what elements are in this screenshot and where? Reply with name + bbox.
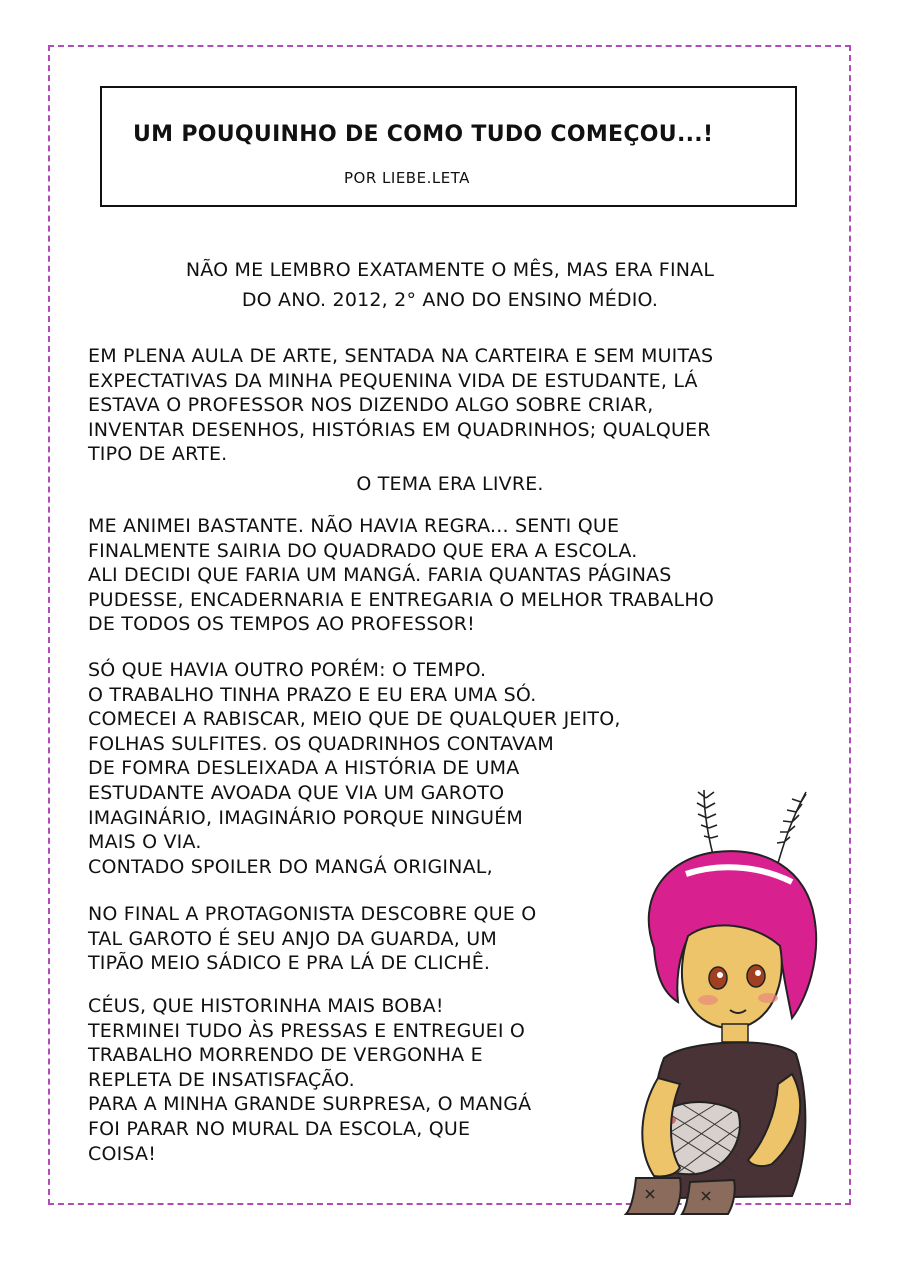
text-line: SÓ QUE HAVIA OUTRO PORÉM: O TEMPO. <box>88 659 487 681</box>
boot-left <box>626 1178 681 1214</box>
page-title: UM POUQUINHO DE COMO TUDO COMEÇOU...! <box>133 122 714 147</box>
text-line: TAL GAROTO É SEU ANJO DA GUARDA, UM <box>88 927 497 950</box>
boot-right <box>682 1180 735 1214</box>
text-line: COMECEI A RABISCAR, MEIO QUE DE QUALQUER JEITO, <box>88 708 621 731</box>
face <box>682 925 782 1028</box>
text-line: DO ANO. 2012, 2° ANO DO ENSINO MÉDIO. <box>241 288 659 311</box>
text-line: TIPO DE ARTE. <box>88 443 228 466</box>
text-line: FOLHAS SULFITES. OS QUADRINHOS CONTAVAM <box>88 732 554 755</box>
text-line: TIPÃO MEIO SÁDICO E PRA LÁ DE CLICHÊ. <box>88 952 491 975</box>
text-line: PUDESSE, ENCADERNARIA E ENTREGARIA O MELHOR TRABALHO <box>88 588 714 611</box>
text-line: FINALMENTE SAIRIA DO QUADRADO QUE ERA A ESCOLA. <box>88 539 638 562</box>
text-line: DE FOMRA DESLEIXADA A HISTÓRIA DE UMA <box>88 757 520 780</box>
text-line: FOI PARAR NO MURAL DA ESCOLA, QUE <box>88 1117 471 1140</box>
text-line: TERMINEI TUDO ÀS PRESSAS E ENTREGUEI O <box>88 1019 526 1042</box>
girl-illustration <box>596 778 836 1218</box>
text-line: TRABALHO MORRENDO DE VERGONHA E <box>88 1044 483 1067</box>
text-line: NO FINAL A PROTAGONISTA DESCOBRE QUE O <box>88 903 537 925</box>
paragraph-2 <box>88 514 714 637</box>
text-line: CÉUS, QUE HISTORINHA MAIS BOBA! <box>88 995 444 1017</box>
text-line: ESTUDANTE AVOADA QUE VIA UM GAROTO <box>88 781 505 804</box>
text-line: NÃO ME LEMBRO EXATAMENTE O MÊS, MAS ERA FINAL <box>185 259 715 281</box>
text-line: REPLETA DE INSATISFAÇÃO. <box>88 1068 355 1091</box>
text-line: EM PLENA AULA DE ARTE, SENTADA NA CARTEIRA E SEM MUITAS <box>88 345 714 367</box>
text-line: PARA A MINHA GRANDE SURPRESA, O MANGÁ <box>88 1093 532 1116</box>
text-line: O TRABALHO TINHA PRAZO E EU ERA UMA SÓ. <box>88 683 537 706</box>
text-line: ALI DECIDI QUE FARIA UM MANGÁ. FARIA QUANTAS PÁGINAS <box>88 564 672 587</box>
text-line: ESTAVA O PROFESSOR NOS DIZENDO ALGO SOBRE CRIAR, <box>88 394 654 417</box>
paragraph-1 <box>88 344 713 467</box>
text-line: MAIS O VIA. <box>88 831 202 854</box>
text-line: IMAGINÁRIO, IMAGINÁRIO PORQUE NINGUÉM <box>88 806 524 829</box>
text-line: COISA! <box>88 1142 157 1165</box>
paragraph-4 <box>88 902 536 976</box>
text-line: ME ANIMEI BASTANTE. NÃO HAVIA REGRA... SENTI QUE <box>88 515 620 537</box>
paragraph-1-tail: O TEMA ERA LIVRE. <box>356 473 544 495</box>
text-line: INVENTAR DESENHOS, HISTÓRIAS EM QUADRINHOS; QUALQUER <box>88 418 711 441</box>
paragraph-3 <box>88 658 621 879</box>
paragraph-5 <box>88 994 531 1166</box>
text-line: DE TODOS OS TEMPOS AO PROFESSOR! <box>88 613 475 636</box>
author-byline: POR LIEBE.LETA <box>344 169 470 187</box>
intro-paragraph <box>150 258 750 312</box>
text-line: EXPECTATIVAS DA MINHA PEQUENINA VIDA DE ESTUDANTE, LÁ <box>88 369 698 392</box>
text-line: CONTADO SPOILER DO MANGÁ ORIGINAL, <box>88 855 493 878</box>
